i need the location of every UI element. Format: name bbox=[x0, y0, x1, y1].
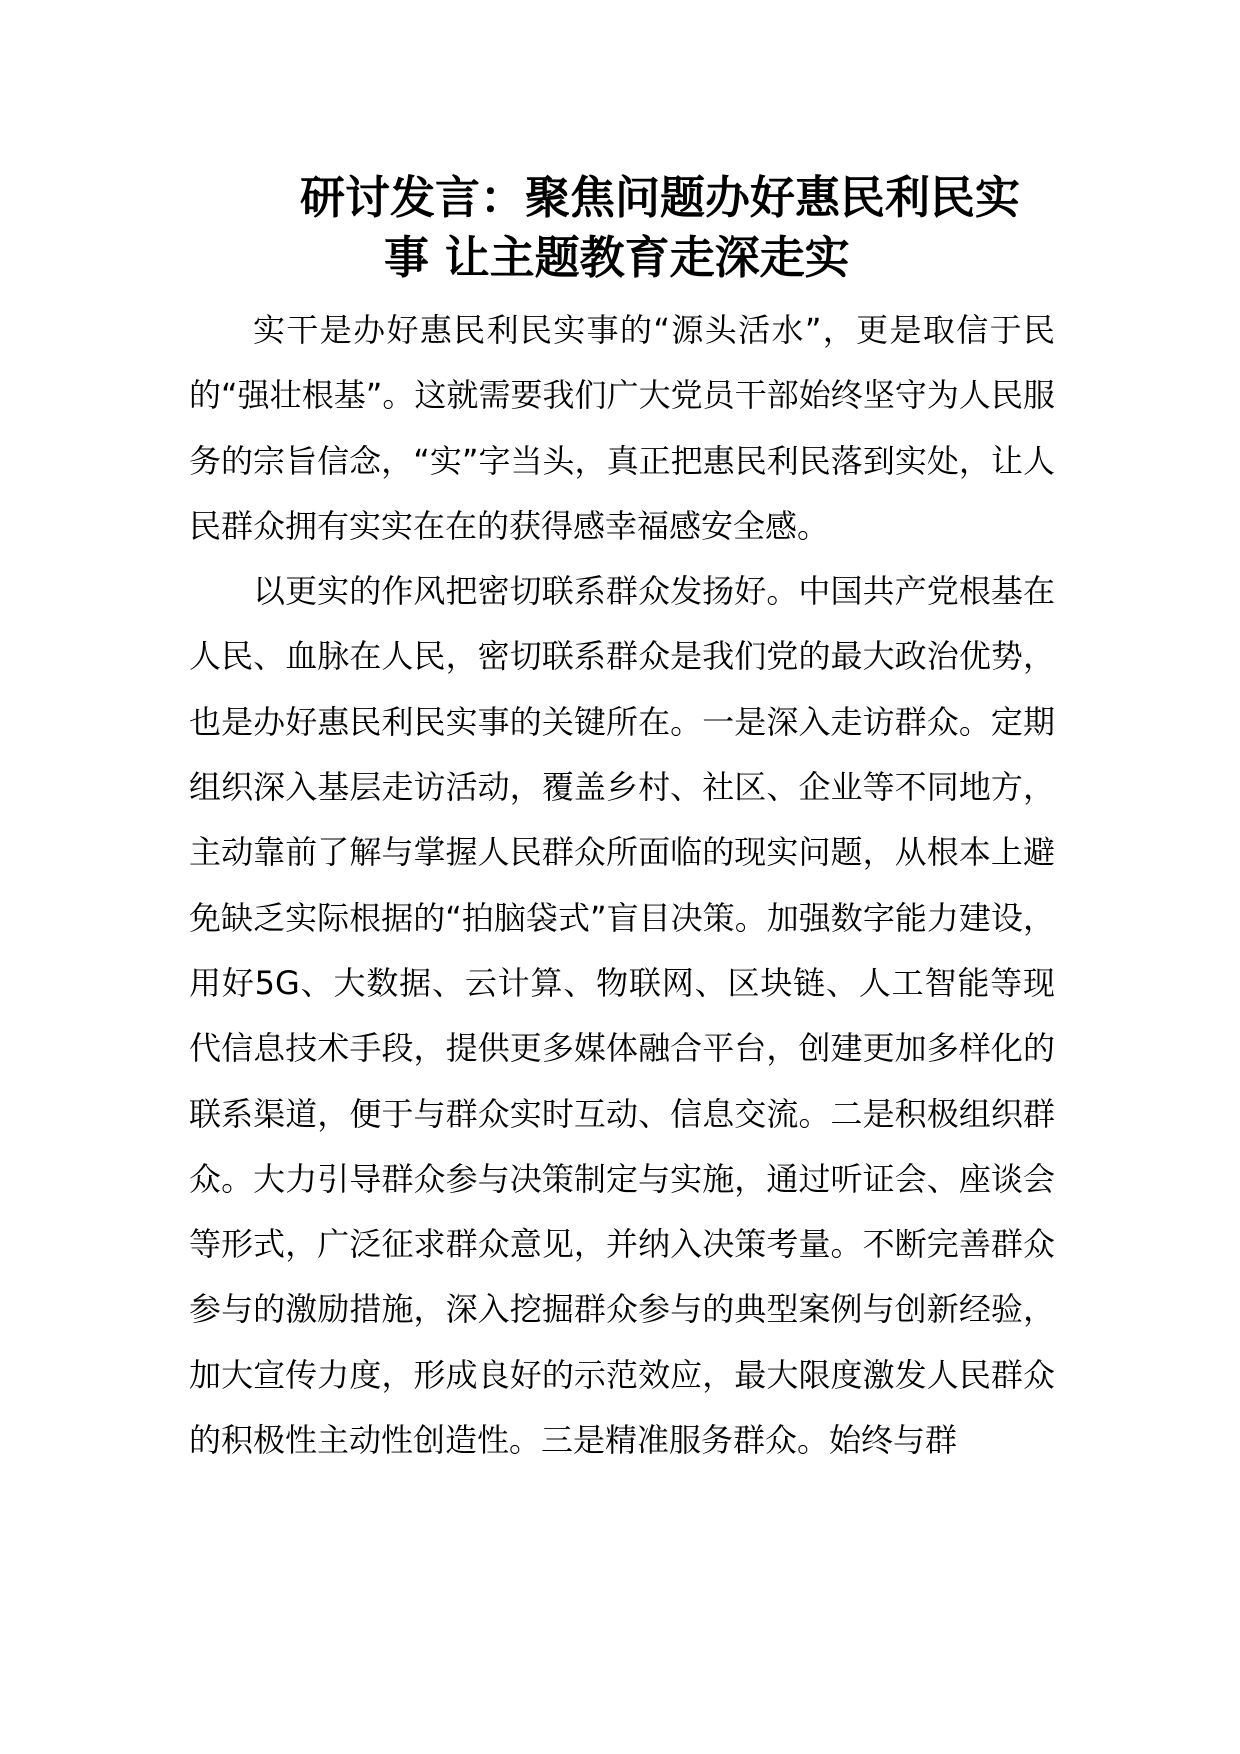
title-line-2: 事 让主题教育走深走实 bbox=[384, 231, 850, 284]
paragraph-intro: 实干是办好惠民利民实事的“源头活水”，更是取信于民的“强壮根基”。这就需要我们广大党员干部始终坚守为人民服务的宗旨信念，“实”字当头，真正把惠民利民落到实处，让人民群众拥有实实在在的获得感幸福感安全感。 bbox=[189, 311, 1055, 545]
title-line-1: 研讨发言：聚焦问题办好惠民利民实 bbox=[300, 171, 1021, 224]
paragraph-close-ties: 以更实的作风把密切联系群众发扬好。中国共产党根基在人民、血脉在人民，密切联系群众是我们党的最大政治优势，也是办好惠民利民实事的关键所在。一是深入走访群众。定期组织深入基层走访活动，覆盖乡村、社区、企业等不同地方，主动靠前了解与掌握人民群众所面临的现实问题，从根本上避免缺乏实际根据的“拍脑袋式”盲目决策。加强数字能力建设，用好5G、大数据、云计算、物联网、区块链、人工智能等现代信息技术手段，提供更多媒体融合平台，创建更加多样化的联系渠道，便于与群众实时互动、信息交流。二是积极组织群众。大力引导群众参与决策制定与实施，通过听证会、座谈会等形式，广泛征求群众意见，并纳入决策考量。不断完善群众参与的激励措施，深入挖掘群众参与的典型案例与创新经验，加大宣传力度，形成良好的示范效应，最大限度激发人民群众的积极性主动性创造性。三是精准服务群众。始终与群 bbox=[189, 572, 1055, 1460]
document-body bbox=[189, 298, 1055, 1473]
document-title bbox=[300, 168, 1060, 288]
